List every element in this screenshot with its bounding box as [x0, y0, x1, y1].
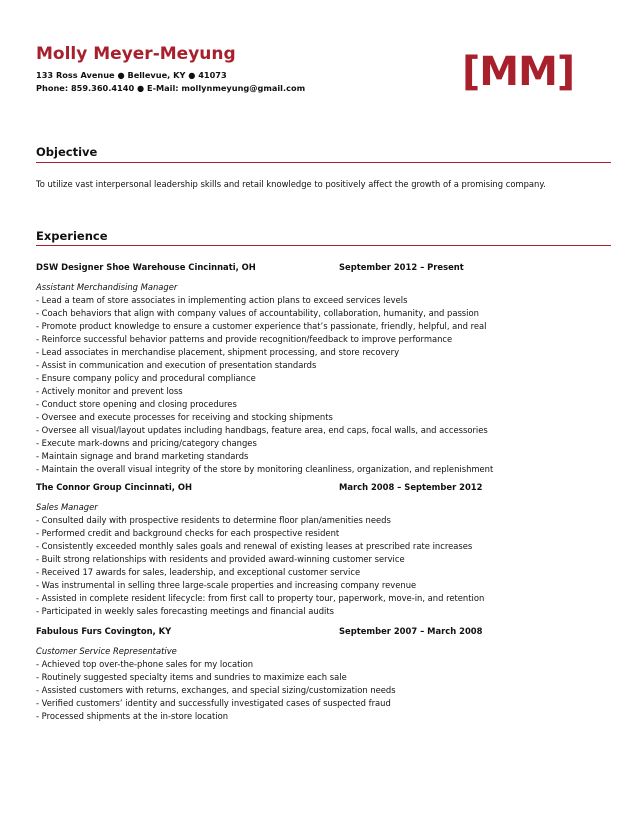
- job-dates: September 2012 – Present: [339, 262, 464, 272]
- experience-heading: Experience: [36, 229, 108, 243]
- objective-heading: Objective: [36, 145, 98, 159]
- job-header: [36, 261, 611, 274]
- job-entry-connor-group: [36, 481, 611, 618]
- job-role: Customer Service Representative: [36, 646, 177, 656]
- job-company: Fabulous Furs Covington, KY: [36, 626, 172, 636]
- job-header: [36, 625, 611, 638]
- job-bullet: - Maintain signage and brand marketing standards: [36, 451, 249, 461]
- job-company: The Connor Group Cincinnati, OH: [36, 482, 193, 492]
- job-bullet: - Routinely suggested specialty items and sundries to maximize each sale: [36, 672, 347, 682]
- job-bullets: [36, 294, 611, 476]
- job-bullets: [36, 514, 611, 618]
- job-dates: March 2008 – September 2012: [339, 482, 483, 492]
- job-bullet: - Participated in weekly sales forecasting meetings and financial audits: [36, 606, 335, 616]
- job-bullet: - Execute mark-downs and pricing/category changes: [36, 438, 257, 448]
- objective-divider: [36, 162, 611, 163]
- job-bullet: - Ensure company policy and procedural compliance: [36, 373, 256, 383]
- job-company: DSW Designer Shoe Warehouse Cincinnati, OH: [36, 262, 256, 272]
- job-bullet: - Reinforce successful behavior patterns and provide recognition/feedback to improve performance: [36, 334, 453, 344]
- job-bullet: - Lead a team of store associates in implementing action plans to exceed services levels: [36, 295, 408, 305]
- job-bullet: - Verified customers’ identity and successfully investigated cases of suspected fraud: [36, 698, 391, 708]
- job-bullet: - Received 17 awards for sales, leadership, and exceptional customer service: [36, 567, 361, 577]
- job-bullet: - Performed credit and background checks for each prospective resident: [36, 528, 340, 538]
- job-bullet: - Consistently exceeded monthly sales goals and renewal of existing leases at prescribed rate increases: [36, 541, 473, 551]
- job-bullet: - Assisted customers with returns, exchanges, and special sizing/customization needs: [36, 685, 396, 695]
- monogram-logo: [MM]: [462, 49, 575, 95]
- job-bullet: - Coach behaviors that align with company values of accountability, collaboration, humanity, and passion: [36, 308, 479, 318]
- job-role: Sales Manager: [36, 502, 98, 512]
- job-bullets: [36, 658, 611, 723]
- phone-email-line: Phone: 859.360.4140 ● E-Mail: mollynmeyung@gmail.com: [36, 83, 306, 93]
- job-bullet: - Processed shipments at the in-store location: [36, 711, 229, 721]
- job-bullet: - Oversee and execute processes for receiving and stocking shipments: [36, 412, 333, 422]
- job-bullet: - Lead associates in merchandise placement, shipment processing, and store recovery: [36, 347, 400, 357]
- experience-divider: [36, 245, 611, 246]
- job-bullet: - Built strong relationships with residents and provided award-winning customer service: [36, 554, 405, 564]
- job-bullet: - Oversee all visual/layout updates including handbags, feature area, end caps, focal walls, and accessories: [36, 425, 488, 435]
- job-bullet: - Maintain the overall visual integrity of the store by monitoring cleanliness, organization, and replenishment: [36, 464, 494, 474]
- job-bullet: - Achieved top over-the-phone sales for my location: [36, 659, 254, 669]
- job-bullet: - Consulted daily with prospective residents to determine floor plan/amenities needs: [36, 515, 391, 525]
- job-bullet: - Conduct store opening and closing procedures: [36, 399, 237, 409]
- address-line: 133 Ross Avenue ● Bellevue, KY ● 41073: [36, 70, 227, 80]
- job-entry-fabulous-furs: [36, 625, 611, 723]
- job-dates: September 2007 – March 2008: [339, 626, 483, 636]
- objective-text: To utilize vast interpersonal leadership skills and retail knowledge to positively affect the growth of a promising company.: [36, 179, 546, 189]
- job-bullet: - Assisted in complete resident lifecycle: from first call to property tour, paperwork, move-in, and retention: [36, 593, 485, 603]
- job-bullet: - Was instrumental in selling three large-scale properties and increasing company revenue: [36, 580, 417, 590]
- job-bullet: - Actively monitor and prevent loss: [36, 386, 183, 396]
- job-bullet: - Promote product knowledge to ensure a customer experience that’s passionate, friendly, helpful, and real: [36, 321, 487, 331]
- applicant-name: Molly Meyer-Meyung: [36, 44, 236, 64]
- job-entry-dsw: [36, 261, 611, 476]
- job-role: Assistant Merchandising Manager: [36, 282, 178, 292]
- job-header: [36, 481, 611, 494]
- job-bullet: - Assist in communication and execution of presentation standards: [36, 360, 317, 370]
